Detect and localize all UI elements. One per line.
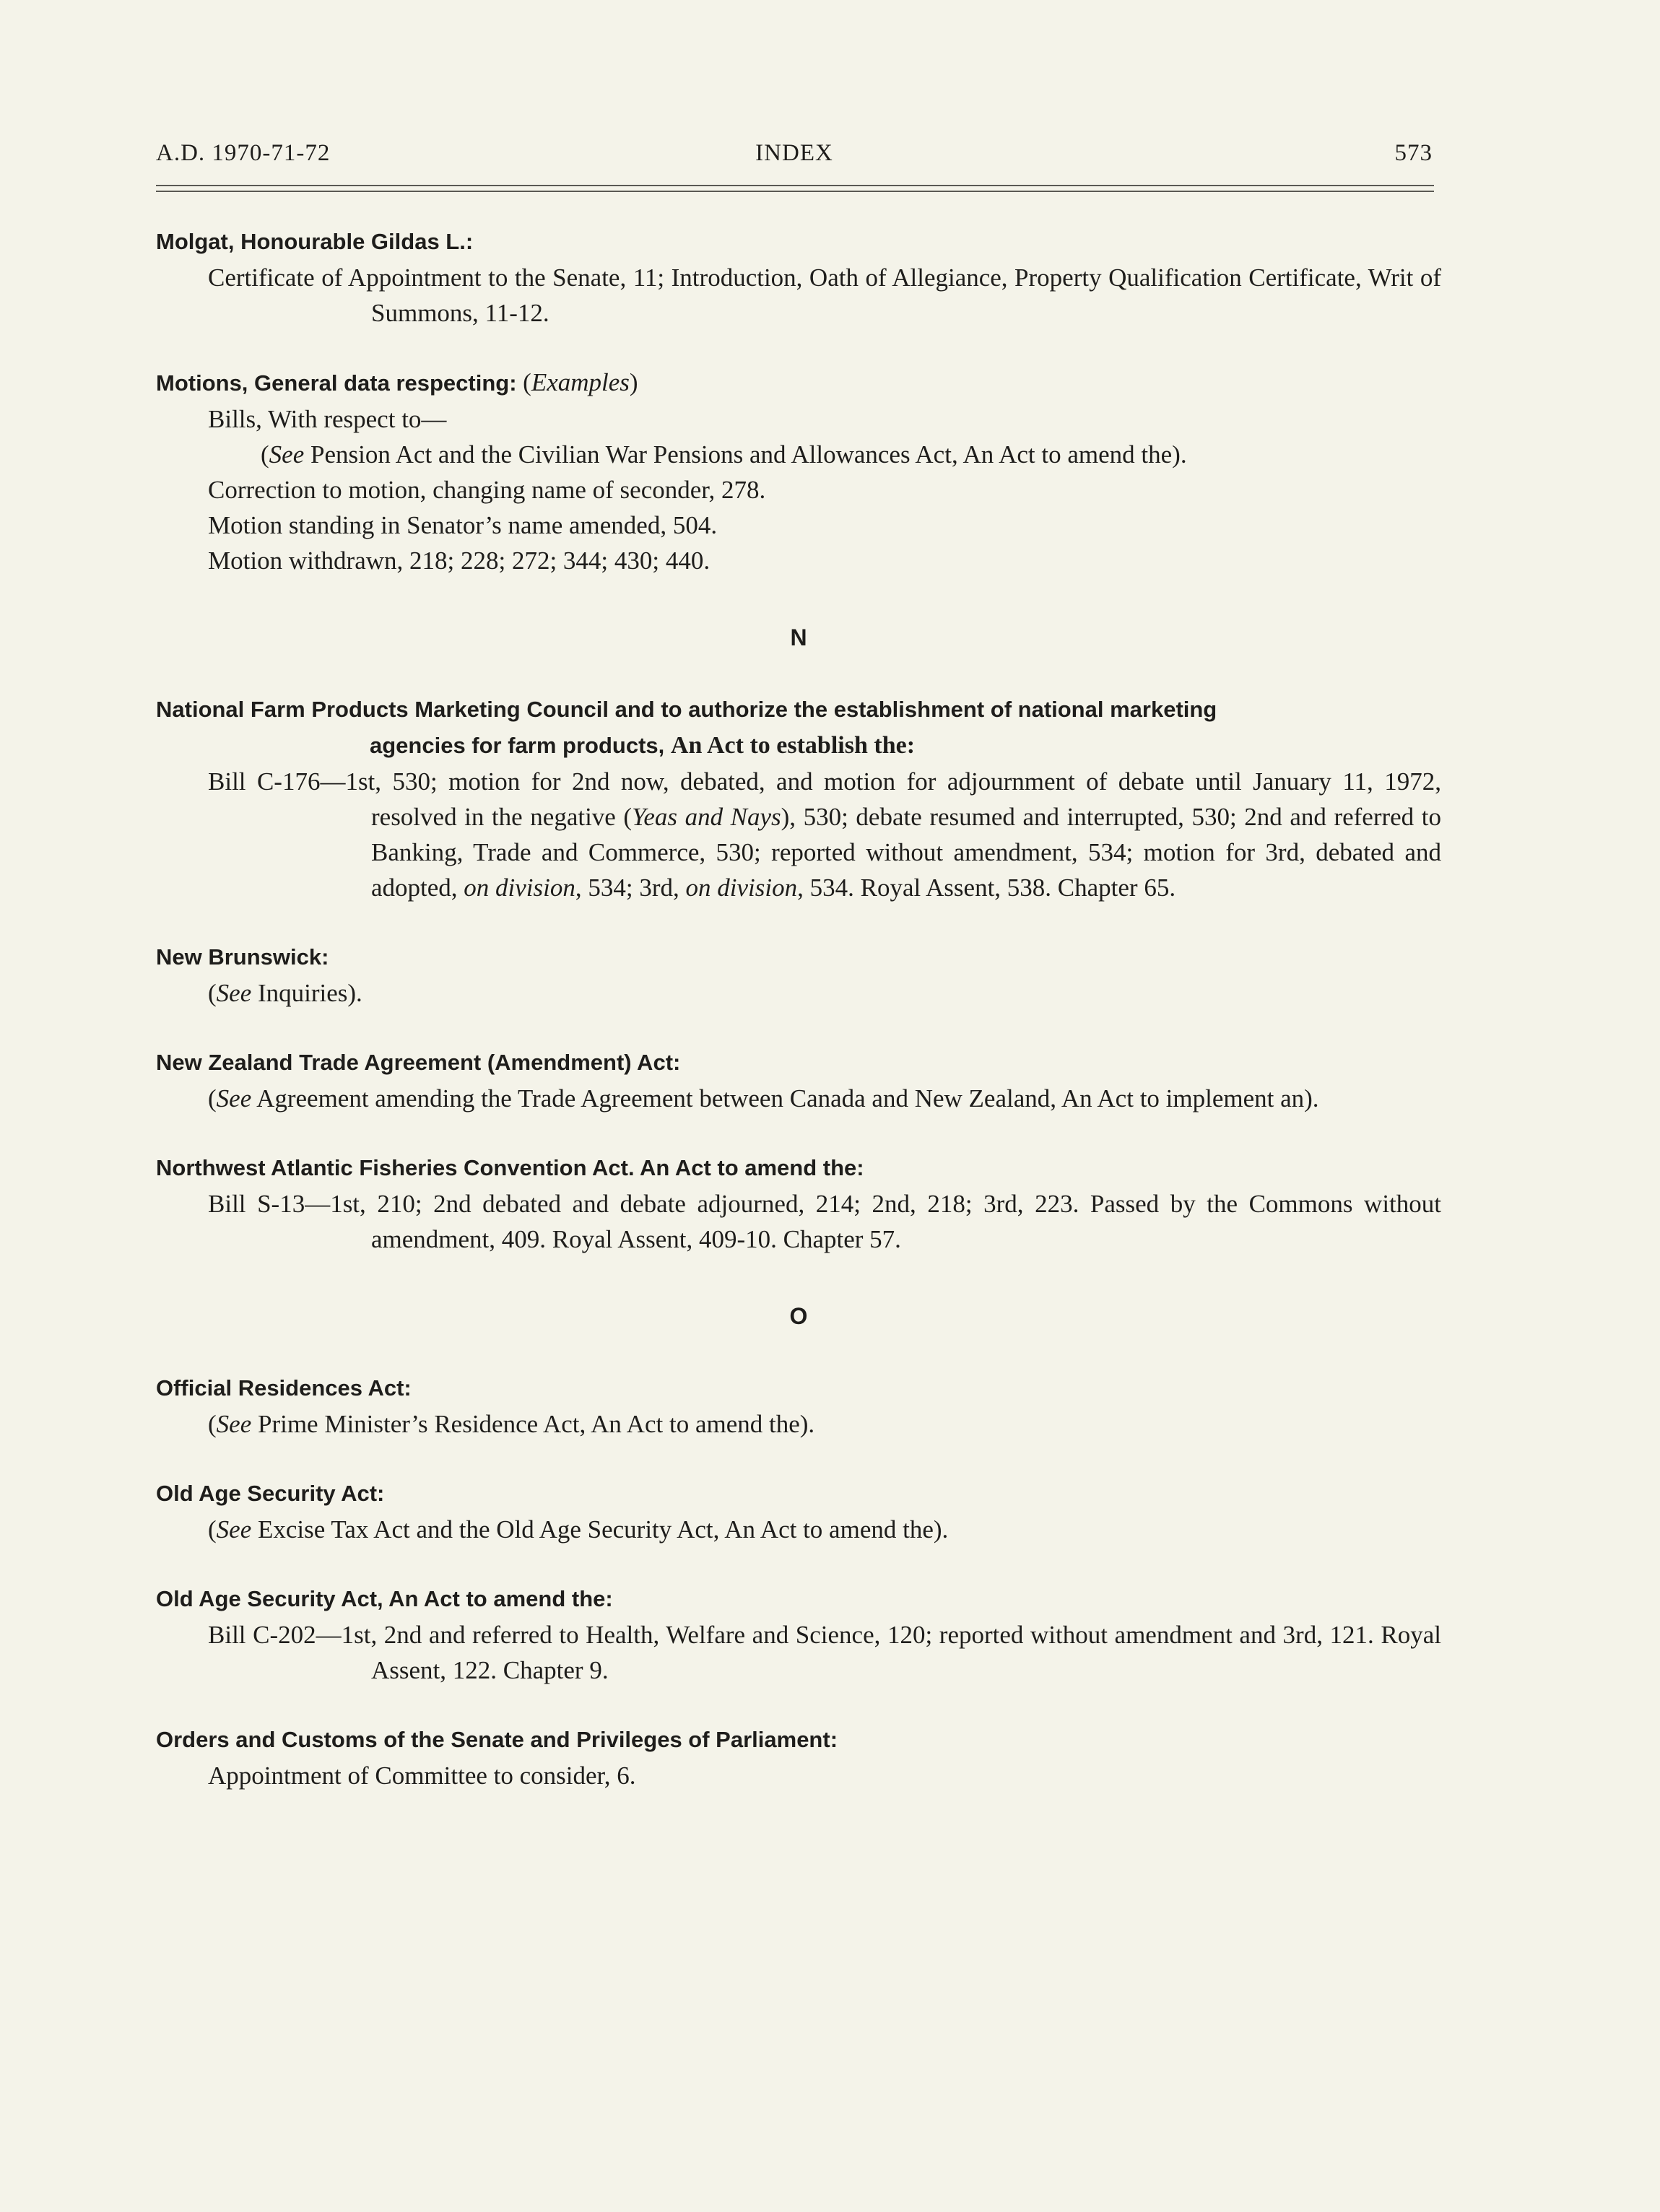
index-entry-new-brunswick (156, 939, 1441, 1011)
index-entry-motions (156, 365, 1441, 578)
entry-heading: Official Residences Act: (156, 1375, 412, 1401)
entry-body: Bill C-202—1st, 2nd and referred to Health, Welfare and Science, 120; reported without amendment and 3rd, 121. Royal Assent, 122. Chapter 9. (208, 1621, 1441, 1684)
entry-body: (See Inquiries). (208, 979, 362, 1007)
heading-text: Motions, General data respecting: (156, 370, 517, 396)
entry-line: Bills, With respect to— (208, 405, 447, 433)
entry-heading: New Zealand Trade Agreement (Amendment) Act: (156, 1050, 681, 1075)
entry-heading: Molgat, Honourable Gildas L.: (156, 229, 474, 254)
entry-heading: Orders and Customs of the Senate and Privileges of Parliament: (156, 1727, 838, 1752)
index-entry-national-farm (156, 692, 1441, 905)
index-content (156, 224, 1441, 1827)
header-rule-top (156, 185, 1434, 186)
header-rule-bottom (156, 191, 1434, 192)
running-header (156, 140, 1433, 176)
index-entry-official-residences (156, 1370, 1441, 1442)
header-title: INDEX (755, 140, 833, 166)
index-entry-old-age-security (156, 1476, 1441, 1547)
entry-line: (See Pension Act and the Civilian War Pensions and Allowances Act, An Act to amend the). (261, 440, 1187, 469)
index-entry-old-age-security-amend (156, 1581, 1441, 1688)
index-entry-nz-trade (156, 1045, 1441, 1116)
index-entry-molgat (156, 224, 1441, 331)
entry-heading: Old Age Security Act: (156, 1481, 385, 1506)
section-letter-o: O (789, 1303, 808, 1329)
entry-body: (See Agreement amending the Trade Agreement between Canada and New Zealand, An Act to implement an). (208, 1084, 1319, 1112)
entry-heading (156, 365, 1441, 401)
entry-body: Bill C-176—1st, 530; motion for 2nd now, debated, and motion for adjournment of debate until January 11, 1972, resolved in the negative (Yeas and Nays), 530; debate resumed and interrupted, 530; 2nd and referred to Banking, Trade and Commerce, 530; reported without amendment, 534; motion for 3rd, debated and adopted, on division, 534; 3rd, on division, 534. Royal Assent, 538. Chapter 65. (208, 767, 1441, 902)
entry-body: Certificate of Appointment to the Senate, 11; Introduction, Oath of Allegiance, Property Qualification Certificate, Writ of Summons, 11-12. (208, 264, 1441, 327)
entry-body: (See Excise Tax Act and the Old Age Security Act, An Act to amend the). (208, 1515, 949, 1543)
heading-note: (Examples) (523, 368, 638, 396)
entry-line: Appointment of Committee to consider, 6. (208, 1762, 636, 1790)
entry-heading: National Farm Products Marketing Council and to authorize the establishment of national marketing agencies for farm products, An Act to establish the: (156, 697, 1217, 759)
index-entry-orders-customs (156, 1722, 1441, 1793)
index-entry-nw-atlantic (156, 1150, 1441, 1257)
entry-body: (See Prime Minister’s Residence Act, An Act to amend the). (208, 1410, 815, 1438)
page-number: 573 (1394, 140, 1433, 166)
entry-line: Motion standing in Senator’s name amended, 504. (208, 511, 718, 539)
entry-heading: Old Age Security Act, An Act to amend the: (156, 1586, 613, 1611)
entry-heading: Northwest Atlantic Fisheries Convention Act. An Act to amend the: (156, 1155, 864, 1180)
section-letter-n: N (790, 624, 807, 650)
entry-line: Motion withdrawn, 218; 228; 272; 344; 430; 440. (208, 547, 711, 575)
header-year: A.D. 1970-71-72 (156, 140, 331, 166)
entry-line: Correction to motion, changing name of seconder, 278. (208, 476, 766, 504)
see-word: See (269, 440, 305, 469)
entry-body: Bill S-13—1st, 210; 2nd debated and debate adjourned, 214; 2nd, 218; 3rd, 223. Passed by the Commons without amendment, 409. Royal Assent, 409-10. Chapter 57. (208, 1190, 1441, 1253)
entry-heading: New Brunswick: (156, 944, 329, 970)
